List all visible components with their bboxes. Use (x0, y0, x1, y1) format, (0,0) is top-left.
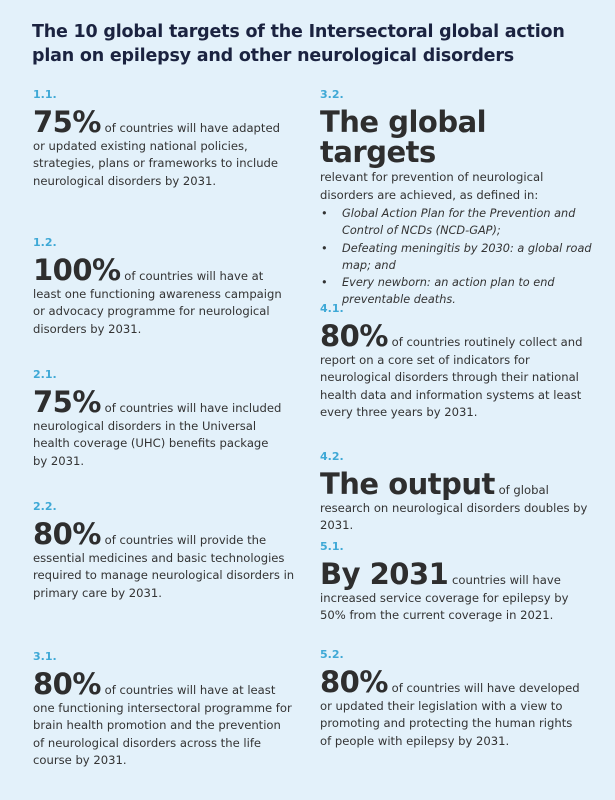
target-text-block (320, 321, 588, 422)
target-description: of countries will have developed or updated their legislation with a view to promoting and protecting the human rights of people with epilepsy by 2031. (320, 681, 580, 748)
target-highlight: 75% (33, 105, 101, 139)
target-number: 1.1. (33, 88, 57, 101)
target-description: relevant for prevention of neurological disorders are achieved, as defined in: (320, 170, 544, 202)
target-number: 4.1. (320, 302, 344, 315)
target-1-2 (33, 236, 283, 338)
target-highlight: The global targets (320, 105, 487, 169)
list-item: • Defeating meningitis by 2030: a global road map; and (320, 240, 592, 275)
target-highlight: By 2031 (320, 557, 449, 591)
target-text-block (320, 667, 582, 750)
list-item: • Global Action Plan for the Prevention and Control of NCDs (NCD-GAP); (320, 205, 592, 240)
target-5-2 (320, 648, 582, 750)
target-description: of countries will provide the essential medicines and basic technologies required to manage neurological disorders in primary care by 2031. (33, 533, 295, 600)
target-number: 5.1. (320, 540, 344, 553)
target-number: 3.1. (33, 650, 57, 663)
source-list (320, 205, 592, 309)
target-number: 1.2. (33, 236, 57, 249)
target-text-block (33, 387, 283, 470)
target-highlight: 100% (33, 253, 121, 287)
target-text-block (33, 255, 283, 338)
target-highlight: 75% (33, 385, 101, 419)
target-3-1 (33, 650, 295, 770)
target-highlight: 80% (320, 319, 388, 353)
target-highlight: 80% (33, 667, 101, 701)
target-text-block (33, 519, 295, 602)
target-description: of countries will have at least one functioning intersectoral programme for brain health promotion and the prevention of neurological disorders across the life course by 2031. (33, 683, 292, 767)
target-description: countries will have increased service coverage for epilepsy by 50% from the current coverage in 2021. (320, 573, 569, 622)
target-description: of countries will have adapted or updated existing national policies, strategies, plans or frameworks to include neurological disorders by 2031. (33, 121, 280, 188)
list-item: • Every newborn: an action plan to end preventable deaths. (320, 274, 592, 309)
target-number: 2.2. (33, 500, 57, 513)
target-1-1 (33, 88, 293, 190)
target-number: 5.2. (320, 648, 344, 661)
target-description: of countries will have included neurological disorders in the Universal health coverage (UHC) benefits package by 2031. (33, 401, 282, 468)
target-4-1 (320, 302, 588, 422)
target-3-2 (320, 88, 592, 309)
target-number: 2.1. (33, 368, 57, 381)
target-description: of global research on neurological disorders doubles by 2031. (320, 483, 588, 532)
target-2-2 (33, 500, 295, 602)
target-description: of countries will have at least one functioning awareness campaign or advocacy programme for neurological disorders by 2031. (33, 269, 282, 336)
target-text-block (320, 469, 592, 535)
target-number: 3.2. (320, 88, 344, 101)
target-highlight: 80% (320, 665, 388, 699)
target-5-1 (320, 540, 585, 625)
target-description: of countries routinely collect and report on a core set of indicators for neurological disorders through their national health data and information systems at least every three years by 2031. (320, 335, 583, 419)
target-text-block (33, 669, 295, 770)
target-2-1 (33, 368, 283, 470)
target-highlight: The output (320, 467, 495, 501)
target-text-block (33, 107, 293, 190)
target-number: 4.2. (320, 450, 344, 463)
page-title: The 10 global targets of the Intersectoral global action plan on epilepsy and other neurological disorders (32, 22, 565, 66)
target-highlight: 80% (33, 517, 101, 551)
target-4-2 (320, 450, 592, 535)
target-text-block (320, 559, 585, 625)
